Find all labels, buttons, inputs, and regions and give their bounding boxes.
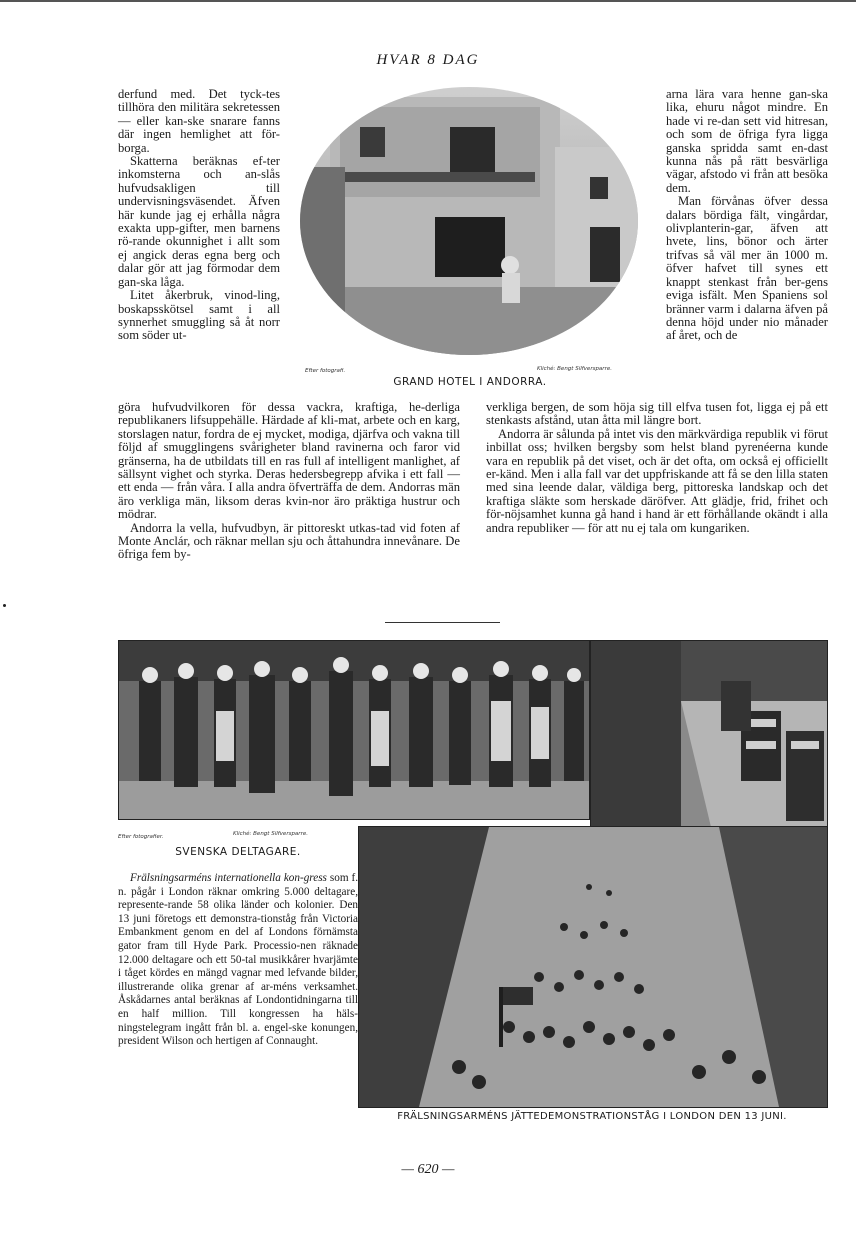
cliche-credit: Kliché: Bengt Silfversparre. [233,831,308,837]
photo-credit: Efter fotografi. [305,368,346,374]
paragraph: arna lära vara henne gan-ska lika, ehuru något mindre. En hade vi re-dan sett vid hitresan, och som de öfriga fyra ligga ganska spridda samt en-dast kunna nås på rätt besvärliga vägar, afstodo vi från att besöka dem. [666,87,828,195]
hotel-caption: GRAND HOTEL I ANDORRA. [393,376,547,388]
photo-credit: Efter fotografier. [118,834,164,840]
street-photo [590,640,828,828]
scan-speck [3,604,6,607]
cliche-credit: Kliché: Bengt Silfversparre. [537,366,612,372]
article-left-wide-column [118,401,460,562]
paragraph: Man förvånas öfver dessa dalars bördiga fält, vingårdar, olivplanterin-gar, äfven att hvete, lins, bönor och ärter trifvas så väl mer än 1000 m. öfver hafvet till synes ett knappt stenkast från ber-gens eviga isfält. Men Spaniens sol bränner varm i dalarna äfven på denna höjd under nio månader af året, och de [666,194,828,343]
paragraph: derfund med. Det tyck-tes tillhöra den militära sekretessen — eller kan-ske snarare fanns där ingen hemlighet att för-borga. [118,87,280,155]
paragraph: Litet åkerbruk, vinod-ling, boskapsskötsel samt i all synnerhet smuggling så åt norr som söder ut- [118,288,280,343]
congress-notice [118,872,358,1049]
delegates-caption: SVENSKA DELTAGARE. [175,846,301,858]
magazine-title: HVAR 8 DAG [376,52,480,68]
paragraph: Andorra la vella, hufvudbyn, är pittoreskt utkas-tad vid foten af Monte Anclár, och räknar mellan sju och åttahundra innevånare. De öfriga fem by- [118,520,460,562]
article-left-column [118,88,280,343]
procession-caption: FRÄLSNINGSARMÉNS JÄTTEDEMONSTRATIONSTÅG I LONDON DEN 13 JUNI. [397,1111,787,1122]
hotel-photo [300,87,638,355]
paragraph: verkliga bergen, de som höja sig till elfva tusen fot, ligga ej på ett stenkasts afstånd, utan åtta mil längre bort. [486,400,828,428]
procession-photo [358,826,828,1108]
article-right-wide-column [486,401,828,535]
paragraph: Andorra är sålunda på intet vis den märkvärdiga republik vi förut inbillat oss; hvilken bergsby som helst bland pyrenéerna kunde vara en republik på det viset, och är det ofta, om också ej officiellt er-känd. Men i alla fall var det uppfriskande att få se den lilla staten med sina leende dalar, väldiga berg, pittoreska landskap och det kraftiga släkte som herskade däröfver. Att glädje, frid, frihet och för-nöjsamhet kunna gå hand i hand är ett förhållande okändt i alla andra republiker — för att nu ej tala om kungariken. [486,426,828,535]
page-number: — 620 — [401,1162,455,1177]
paragraph: Skatterna beräknas ef-ter inkomsterna och an-slås hufvudsakligen till undervisningsväsendet. Äfven här kunde jag ej erhålla några exakta upp-gifter, men barnens rö-rande okunnighet i allt som ej angick deras egna berg och dalar gör att jag förmodar dem gan-ska låga. [118,154,280,289]
article-right-column [666,88,828,343]
notice-lead: Frälsningsarméns internationella kon-gress [130,872,327,884]
delegates-photo [118,640,590,820]
top-rule [0,0,856,2]
paragraph: göra hufvudvilkoren för dessa vackra, kraftiga, he-derliga republikaners lifsuppehälle. Härdade af kli-mat, arbete och en karg, storslagen natur, fordra de ej mycket, modiga, djärfva och vakna till följd af smugglingens svårigheter bland ravinerna och faror vid gränserna, ha de utbildats till en ras full af intelligent manlighet, af sällsynt vighet och styrka. Deras hedersbegrepp afvika i ett fall — ett enda — från våra. I alla andra öfverträffa de dem. Andorras män äro verkliga män, liksom deras kvin-nor äro präktiga hustrur och mödrar. [118,400,460,522]
notice-body: som f. n. pågår i London räknar omkring 5.000 deltagare, represente-rande 58 olika länder och kolonier. Den 13 juni företogs ett demonstra-tionståg från Victoria Embankment genom en del af Londons förnämsta gator fram till Hyde Park. Processio-nen räknade 12.000 deltagare och ett 50-tal musikkårer hvarjämte i tåget kördes en mängd vagnar med lefvande bilder, illustrerande olika grenar af ar-méns verksamhet. Åskådarnes antal beräknas af Londontidningarna till en half million. Till kongressen ha häls-ningstelegram ingått från bl. a. engel-ske konungen, president Wilson och hertigen af Connaught. [118,872,358,1048]
section-divider [385,622,500,623]
